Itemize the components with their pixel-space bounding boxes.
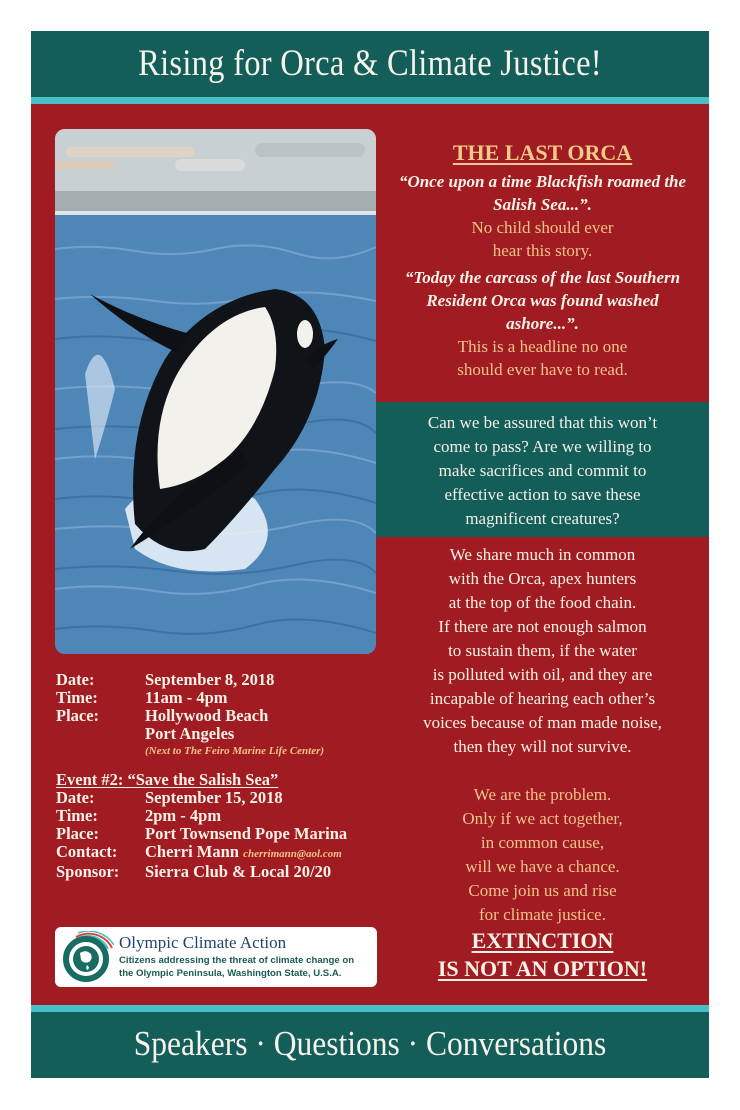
bottom-accent-stripe [31, 1005, 709, 1012]
text-line: Come join us and rise [468, 881, 617, 900]
comment-line: hear this story. [492, 241, 593, 260]
comment-line: This is a headline no one [457, 337, 628, 356]
text-line: incapable of hearing each other’s [429, 689, 656, 708]
sponsor-label: Sponsor: [56, 862, 120, 881]
text-line: magnificent creatures? [465, 509, 620, 528]
place-label: Place: [56, 706, 100, 725]
event-details [56, 671, 386, 881]
top-accent-stripe [31, 97, 709, 104]
date-label: Date: [56, 788, 95, 807]
blackfish-quote: “Once upon a time Blackfish roamed the Salish Sea...”. [398, 172, 687, 214]
contact-name: Cherri Mann [145, 842, 239, 861]
text-line: Only if we act together, [462, 809, 623, 828]
text-line: effective action to save these [444, 485, 641, 504]
orca-photo [55, 129, 376, 654]
event1-date-row [56, 671, 386, 689]
footer-banner [31, 1012, 709, 1078]
time-value: 11am - 4pm [145, 688, 228, 707]
text-line: in common cause, [480, 833, 605, 852]
orca-breaching-icon [55, 129, 376, 654]
globe-logo-icon [60, 931, 114, 983]
comment-line: should ever have to read. [457, 360, 628, 379]
event2-place-row [56, 825, 386, 843]
text-line: make sacrifices and commit to [438, 461, 647, 480]
event2-contact-row [56, 843, 386, 863]
slogan-line: IS NOT AN OPTION! [437, 956, 648, 981]
last-orca-heading: THE LAST ORCA [452, 140, 633, 165]
common-ground-paragraph [376, 543, 709, 759]
text-line: with the Orca, apex hunters [448, 569, 637, 588]
text-line: Can we be assured that this won’t [427, 413, 658, 432]
time-label: Time: [56, 806, 98, 825]
place-note: (Next to The Feiro Marine Life Center) [145, 745, 325, 757]
place-value: Port Townsend Pope Marina [145, 824, 348, 843]
text-line: for climate justice. [479, 905, 606, 924]
spacer [56, 725, 145, 743]
place-value: Hollywood Beach [145, 706, 269, 725]
text-line: then they will not survive. [453, 737, 632, 756]
date-label: Date: [56, 670, 95, 689]
contact-label: Contact: [56, 842, 118, 861]
carcass-quote: “Today the carcass of the last Southern Resident Orca was found washed ashore...”. [404, 268, 681, 333]
comment-line: No child should ever [471, 218, 614, 237]
text-line: voices because of man made noise, [423, 713, 662, 732]
event2-date-row [56, 789, 386, 807]
contact-email-link[interactable]: cherrimann@aol.com [243, 848, 342, 860]
text-line: come to pass? Are we willing to [433, 437, 652, 456]
organization-name: Olympic Climate Action [119, 933, 287, 952]
event1-time-row [56, 689, 386, 707]
organization-tagline [119, 954, 354, 980]
event1-place-row [56, 707, 386, 725]
extinction-slogan [376, 927, 709, 983]
last-orca-section [376, 104, 709, 381]
text-line: will we have a chance. [465, 857, 620, 876]
call-to-action-paragraph [376, 783, 709, 927]
text-line: If there are not enough salmon [438, 617, 647, 636]
date-value: September 8, 2018 [145, 670, 275, 689]
contact-value-wrap [145, 843, 386, 863]
question-box [376, 402, 709, 537]
poster-title: Rising for Orca & Climate Justice! [138, 43, 602, 84]
slogan-line: EXTINCTION [471, 928, 614, 953]
place-value-2: Port Angeles [145, 724, 235, 743]
header-banner [31, 31, 709, 97]
event2-sponsor-row [56, 863, 386, 881]
sponsor-value: Sierra Club & Local 20/20 [145, 862, 332, 881]
event2-time-row [56, 807, 386, 825]
event-poster [31, 31, 709, 1078]
text-line: We share much in common [449, 545, 636, 564]
event1-place-row-2 [56, 725, 386, 743]
place-label: Place: [56, 824, 100, 843]
text-line: to sustain them, if the water [448, 641, 637, 660]
footer-tagline: Speakers · Questions · Conversations [133, 1024, 607, 1063]
tagline-line: the Olympic Peninsula, Washington State, U.S.A. [119, 968, 342, 979]
organization-badge [55, 927, 377, 987]
event2-title: Event #2: “Save the Salish Sea” [56, 770, 279, 789]
text-line: is polluted with oil, and they are [432, 665, 653, 684]
text-line: We are the problem. [473, 785, 612, 804]
time-label: Time: [56, 688, 98, 707]
time-value: 2pm - 4pm [145, 806, 222, 825]
text-line: at the top of the food chain. [448, 593, 637, 612]
tagline-line: Citizens addressing the threat of climate change on [119, 955, 355, 966]
date-value: September 15, 2018 [145, 788, 283, 807]
